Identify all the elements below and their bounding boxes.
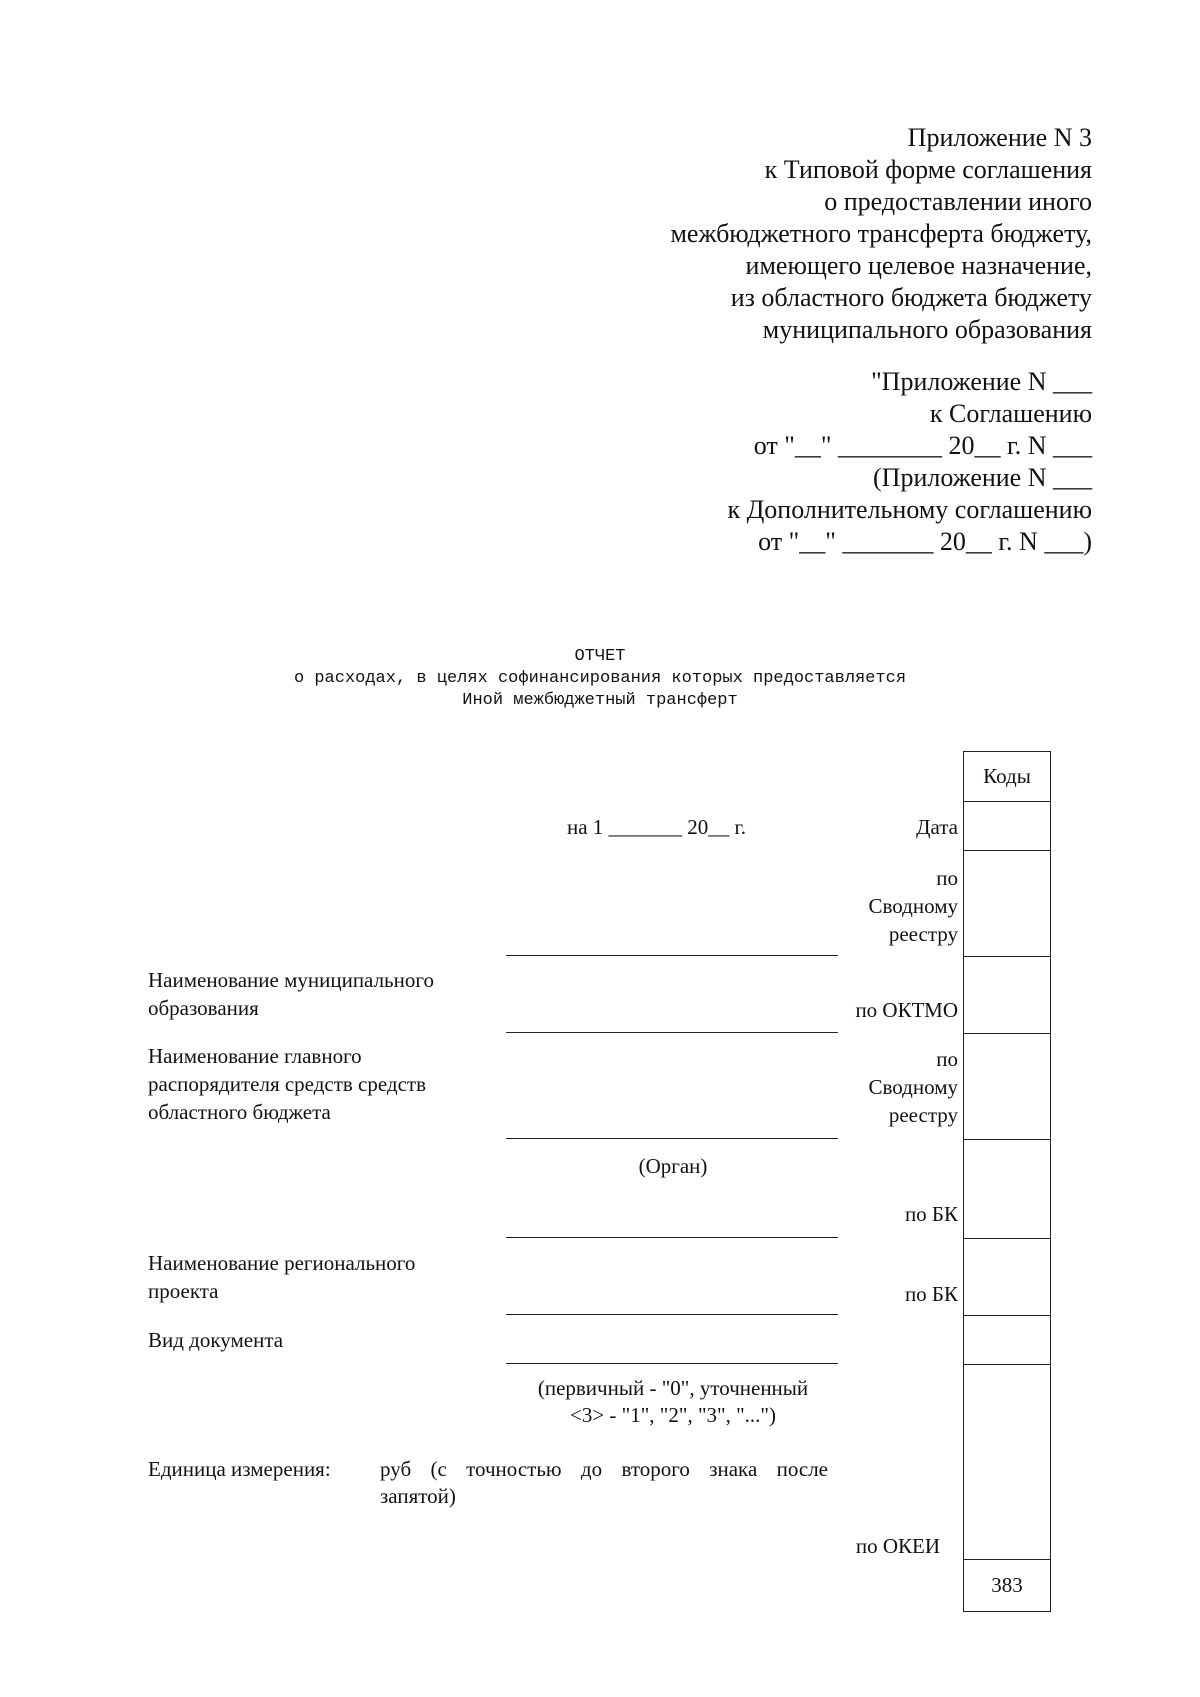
agreement-line: от "__" _______ 20__ г. N ___) (758, 527, 1092, 556)
municipality-label: Наименование муниципального (148, 968, 434, 992)
unit-label: Единица измерения: (148, 1457, 331, 1481)
unit-code-cell[interactable] (964, 1365, 1050, 1560)
appendix-header (532, 122, 1092, 558)
svod-registry-label: реестру (888, 922, 958, 946)
fill-line-svod-registry[interactable] (506, 955, 838, 956)
svod-registry-label-2: Сводному (868, 1075, 958, 1099)
appendix-line: муниципального образования (762, 315, 1092, 344)
appendix-line: к Типовой форме соглашения (764, 155, 1092, 184)
unit-value: руб (с точностью до второго знака после (380, 1457, 828, 1481)
appendix-line: из областного бюджета бюджету (730, 283, 1092, 312)
svod-registry-code-cell-2[interactable] (964, 1034, 1050, 1140)
appendix-line: межбюджетного трансферта бюджету, (670, 219, 1092, 248)
regional-project-label: проекта (148, 1279, 219, 1303)
report-date-line: на 1 _______ 20__ г. (567, 815, 747, 839)
oktmo-label: по ОКТМО (855, 998, 958, 1022)
unit-value: запятой) (380, 1484, 456, 1508)
bk-label-2: по БК (904, 1282, 958, 1306)
codes-column (963, 751, 1051, 1612)
document-type-label: Вид документа (148, 1328, 284, 1352)
appendix-line: Приложение N 3 (907, 123, 1092, 152)
bk-code-cell-2[interactable] (964, 1239, 1050, 1316)
chief-administrator-label: областного бюджета (148, 1100, 331, 1124)
agreement-line: "Приложение N ___ (871, 367, 1092, 396)
svod-registry-label-2: по (936, 1047, 958, 1071)
date-code-label: Дата (916, 815, 958, 839)
organ-caption: (Орган) (638, 1154, 708, 1178)
okei-label: по ОКЕИ (855, 1534, 940, 1558)
report-title: ОТЧЕТ (574, 647, 626, 666)
fill-line-regional-project[interactable] (506, 1314, 838, 1315)
svod-registry-code-cell[interactable] (964, 851, 1050, 957)
fill-line-document-type[interactable] (506, 1363, 838, 1364)
report-subtitle: Иной межбюджетный трансферт (462, 691, 738, 710)
agreement-line: (Приложение N ___ (873, 463, 1092, 492)
document-type-caption: (первичный - "0", уточненный (537, 1376, 809, 1400)
svod-registry-label: Сводному (868, 894, 958, 918)
fill-line-chief-administrator[interactable] (506, 1138, 838, 1139)
fill-line-organ[interactable] (506, 1237, 838, 1238)
appendix-line: о предоставлении иного (824, 187, 1092, 216)
oktmo-code-cell[interactable] (964, 957, 1050, 1034)
chief-administrator-label: распорядителя средств средств (148, 1072, 427, 1096)
codes-header: Коды (964, 752, 1050, 802)
svod-registry-label: по (936, 866, 958, 890)
date-code-cell[interactable] (964, 802, 1050, 851)
bk-code-cell[interactable] (964, 1140, 1050, 1239)
okei-code-cell: 383 (964, 1560, 1050, 1612)
report-subtitle: о расходах, в целях софинансирования которых предоставляется (293, 669, 907, 688)
chief-administrator-label: Наименование главного (148, 1044, 362, 1068)
regional-project-label: Наименование регионального (148, 1251, 416, 1275)
agreement-line: от "__" ________ 20__ г. N ___ (753, 431, 1092, 460)
agreement-line: к Дополнительному соглашению (727, 495, 1092, 524)
fill-line-municipality[interactable] (506, 1032, 838, 1033)
document-type-code-cell[interactable] (964, 1316, 1050, 1365)
municipality-label: образования (148, 996, 259, 1020)
svod-registry-label-2: реестру (888, 1103, 958, 1127)
bk-label: по БК (904, 1202, 958, 1226)
appendix-line: имеющего целевое назначение, (745, 251, 1092, 280)
document-type-caption: <3> - "1", "2", "3", "...") (569, 1403, 776, 1427)
agreement-line: к Соглашению (929, 399, 1092, 428)
